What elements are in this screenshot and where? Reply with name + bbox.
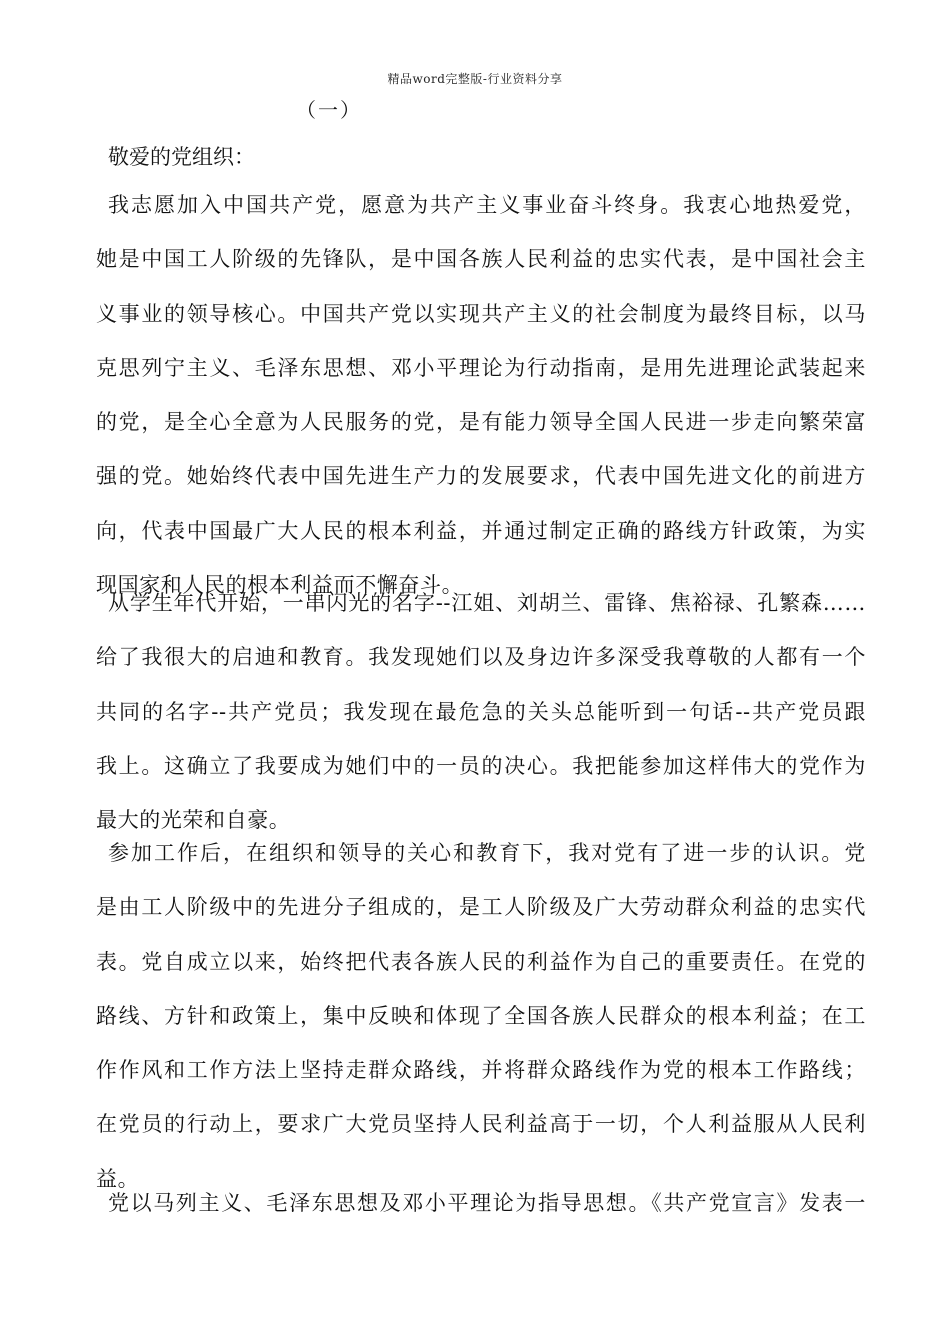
paragraph-1 — [96, 178, 866, 612]
greeting: 敬爱的党组织： — [108, 145, 255, 169]
paragraph-line: 向，代表中国最广大人民的根本利益，并通过制定正确的路线方针政策，为实 — [96, 518, 866, 543]
paragraph-line: 是由工人阶级中的先进分子组成的，是工人阶级及广大劳动群众利益的忠实代 — [96, 895, 866, 920]
paragraph-line: 强的党。她始终代表中国先进生产力的发展要求，代表中国先进文化的前进方 — [96, 464, 866, 489]
paragraph-line: 最大的光荣和自豪。 — [96, 808, 291, 833]
paragraph-line: 参加工作后，在组织和领导的关心和教育下，我对党有了进一步的认识。党 — [108, 841, 866, 865]
paragraph-line: 共同的名字--共产党员；我发现在最危急的关头总能听到一句话--共产党员跟 — [96, 699, 866, 724]
paragraph-line: 路线、方针和政策上，集中反映和体现了全国各族人民群众的根本利益；在工 — [96, 1003, 866, 1028]
paragraph-line: 我上。这确立了我要成为她们中的一员的决心。我把能参加这样伟大的党作为 — [96, 753, 866, 778]
paragraph-4 — [96, 1176, 866, 1230]
paragraph-3 — [96, 826, 866, 1206]
paragraph-line: 益。 — [96, 1166, 140, 1191]
paragraph-line: 她是中国工人阶级的先锋队，是中国各族人民利益的忠实代表，是中国社会主 — [96, 247, 866, 272]
paragraph-2 — [96, 576, 866, 847]
paragraph-line: 从学生年代开始，一串闪光的名字--江姐、刘胡兰、雷锋、焦裕禄、孔繁森…… — [108, 591, 866, 615]
page-header: 精品word完整版-行业资料分享 — [387, 72, 563, 86]
paragraph-line: 我志愿加入中国共产党，愿意为共产主义事业奋斗终身。我衷心地热爱党， — [108, 193, 866, 217]
paragraph-line: 表。党自成立以来，始终把代表各族人民的利益作为自己的重要责任。在党的 — [96, 949, 866, 974]
paragraph-line: 给了我很大的启迪和教育。我发现她们以及身边许多深受我尊敬的人都有一个 — [96, 645, 866, 670]
paragraph-line: 现国家和人民的根本利益而不懈奋斗。 — [96, 573, 464, 598]
paragraph-line: 的党，是全心全意为人民服务的党，是有能力领导全国人民进一步走向繁荣富 — [96, 410, 866, 435]
paragraph-line: 义事业的领导核心。中国共产党以实现共产主义的社会制度为最终目标，以马 — [96, 301, 866, 326]
paragraph-line: 克思列宁主义、毛泽东思想、邓小平理论为行动指南，是用先进理论武装起来 — [96, 355, 866, 380]
paragraph-line: 作作风和工作方法上坚持走群众路线，并将群众路线作为党的根本工作路线； — [96, 1058, 866, 1083]
paragraph-line: 在党员的行动上，要求广大党员坚持人民利益高于一切，个人利益服从人民利 — [96, 1112, 866, 1137]
section-number: （一） — [296, 98, 362, 122]
paragraph-line: 党以马列主义、毛泽东思想及邓小平理论为指导思想。《共产党宣言》发表一 — [108, 1191, 866, 1215]
